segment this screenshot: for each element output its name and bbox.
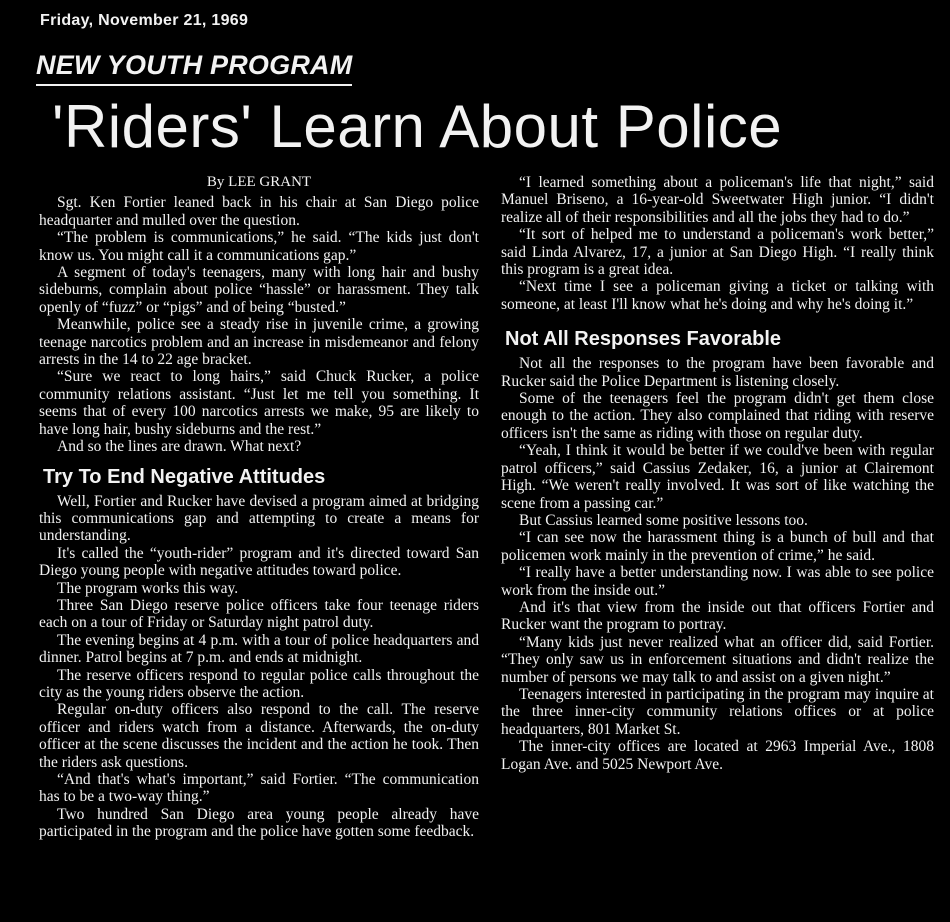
article-paragraph: “I really have a better understanding now. I was able to see police work from the inside out.” — [501, 564, 934, 599]
byline: By LEE GRANT — [206, 174, 312, 190]
article-paragraph: The program works this way. — [57, 579, 239, 597]
left-paragraphs-b — [39, 493, 479, 841]
kicker-heading: NEW YOUTH PROGRAM — [36, 50, 352, 86]
article-paragraph: Some of the teenagers feel the program didn't get them close enough to the action. They also complained that riding with reserve officers isn't the same as riding with those on regular duty. — [501, 390, 934, 442]
right-paragraphs-b — [501, 355, 934, 773]
article-paragraph: Three San Diego reserve police officers take four teenage riders each on a tour of Friday or Saturday night patrol duty. — [39, 596, 479, 632]
article-paragraph: And so the lines are drawn. What next? — [57, 438, 302, 456]
article-paragraph: It's called the “youth-rider” program and it's directed toward San Diego young people with negative attitudes toward police. — [39, 544, 479, 580]
article-paragraph: Teenagers interested in participating in the program may inquire at the three inner-city community relations offices or at police headquarters, 801 Market St. — [501, 685, 934, 738]
article-paragraph: Sgt. Ken Fortier leaned back in his chair at San Diego police headquarter and mulled over the question. — [39, 194, 479, 229]
article-paragraph: And it's that view from the inside out that officers Fortier and Rucker want the program to portray. — [501, 598, 934, 634]
article-paragraph: Meanwhile, police see a steady rise in juvenile crime, a growing teenage narcotics problem and an increase in misdemeanor and felony arrests in the 14 to 22 age bracket. — [39, 316, 479, 369]
article-paragraph: The inner-city offices are located at 2963 Imperial Ave., 1808 Logan Ave. and 5025 Newport Ave. — [501, 738, 934, 773]
subhead-negative-attitudes: Try To End Negative Attitudes — [43, 465, 326, 488]
left-paragraphs-a — [39, 194, 479, 455]
headline: 'Riders' Learn About Police — [52, 93, 783, 160]
article-paragraph: “Next time I see a policeman giving a ticket or talking with someone, at least I'll know what he's doing and why he's doing it.” — [501, 278, 934, 313]
article-paragraph: Not all the responses to the program have been favorable and Rucker said the Police Department is listening closely. — [501, 355, 934, 390]
article-paragraph: Two hundred San Diego area young people already have participated in the program and the police have gotten some feedback. — [39, 805, 479, 841]
article-paragraph: “It sort of helped me to understand a policeman's work better,” said Linda Alvarez, 17, a junior at San Diego High. “I really think this program is a great idea. — [501, 226, 934, 279]
article-paragraph: Regular on-duty officers also respond to the call. The reserve officer and riders watch from a distance. Afterwards, the on-duty officer at the scene discusses the incident and the action he took. Then the riders ask questions. — [39, 701, 479, 771]
article-paragraph: Well, Fortier and Rucker have devised a program aimed at bridging this communications gap and attempting to create a means for understanding. — [39, 492, 479, 545]
article-paragraph: A segment of today's teenagers, many with long hair and bushy sideburns, complain about police “hassle” or harassment. They talk openly of “fuzz” or “pigs” and of being “busted.” — [39, 264, 479, 316]
dateline: Friday, November 21, 1969 — [40, 12, 249, 29]
right-column — [501, 174, 934, 773]
subhead-responses: Not All Responses Favorable — [505, 328, 781, 351]
left-column — [39, 174, 479, 841]
article-paragraph: “The problem is communications,” he said. “The kids just don't know us. You might call it a communications gap.” — [39, 229, 479, 264]
article-paragraph: “Sure we react to long hairs,” said Chuck Rucker, a police community relations assistant. “Just let me tell you something. It seems that of every 100 narcotics arrests we make, 95 are likely to have long hair, bushy sideburns and the rest.” — [39, 368, 479, 438]
article-paragraph: “Many kids just never realized what an officer did, said Fortier. “They only saw us in enforcement situations and didn't realize the number of persons we may talk to and assist on a given night.” — [501, 633, 934, 686]
article-paragraph: The reserve officers respond to regular police calls throughout the city as the young riders observe the action. — [39, 666, 479, 701]
right-paragraphs-a — [501, 174, 934, 313]
article-paragraph: “I can see now the harassment thing is a bunch of bull and that policemen work mainly in the prevention of crime,” he said. — [501, 529, 934, 564]
article-paragraph: But Cassius learned some positive lessons too. — [519, 511, 808, 529]
article-paragraph: “I learned something about a policeman's life that night,” said Manuel Briseno, a 16-year-old Sweetwater High junior. “I didn't realize all of their responsibilities and all the jobs they had to do.” — [501, 174, 934, 226]
article-paragraph: “Yeah, I think it would be better if we could've been with regular patrol officers,” said Cassius Zedaker, 16, a junior at Clairemont High. “We weren't really involved. It was sort of like watching the scene from a passing car.” — [501, 442, 934, 512]
article-paragraph: The evening begins at 4 p.m. with a tour of police headquarters and dinner. Patrol begins at 7 p.m. and ends at midnight. — [39, 631, 479, 667]
article-paragraph: “And that's what's important,” said Fortier. “The communication has to be a two-way thing.” — [39, 771, 479, 806]
